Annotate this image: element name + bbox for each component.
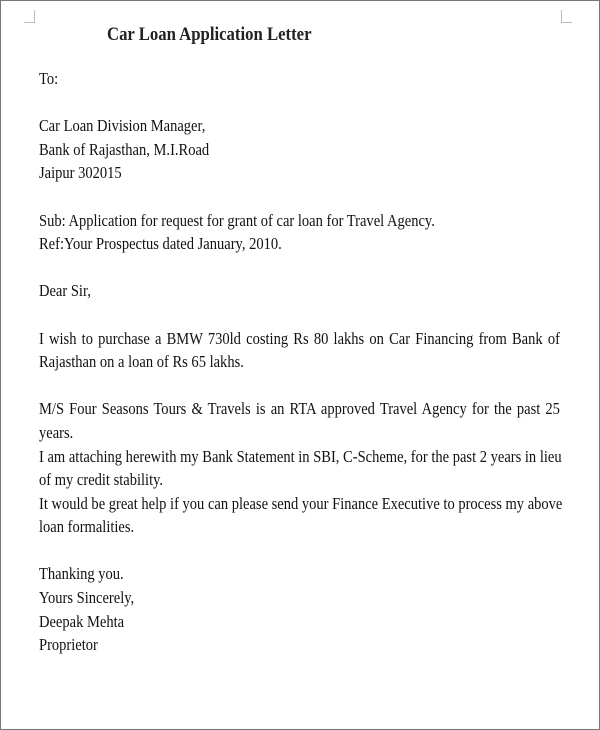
paragraph-line: I am attaching herewith my Bank Statement in SBI, C-Scheme, for the past 2 years in lieu — [39, 446, 562, 466]
greeting: Dear Sir, — [39, 281, 91, 301]
paragraph-line: Rajasthan on a loan of Rs 65 lakhs. — [39, 352, 244, 372]
to-label: To: — [39, 69, 59, 88]
closing-sincerely: Yours Sincerely, — [39, 588, 135, 608]
signatory-name: Deepak Mehta — [39, 611, 125, 631]
address-line: Bank of Rajasthan, M.I.Road — [39, 139, 210, 159]
paragraph-line: I wish to purchase a BMW 730ld costing Rs 80 lakhs on Car Financing from Bank of — [39, 328, 560, 348]
letter-body — [39, 67, 563, 657]
paragraph-line: loan formalities. — [39, 517, 135, 537]
subject-line: Sub: Application for request for grant of car loan for Travel Agency. — [39, 210, 435, 230]
letter-title: Car Loan Application Letter — [107, 24, 312, 45]
paragraph-line: It would be great help if you can please send your Finance Executive to process my above — [39, 493, 563, 513]
closing-thanks: Thanking you. — [39, 564, 124, 584]
paragraph-line: M/S Four Seasons Tours & Travels is an RTA approved Travel Agency for the past 25 — [39, 399, 560, 419]
address-line: Jaipur 302015 — [39, 163, 122, 183]
paragraph-details — [39, 397, 563, 539]
address-line: Car Loan Division Manager, — [39, 116, 206, 136]
closing-block — [39, 562, 560, 656]
reference-line: Ref:Your Prospectus dated January, 2010. — [39, 234, 282, 254]
paragraph-line: years. — [39, 422, 74, 442]
margin-corner-mark — [24, 10, 35, 23]
recipient-address — [39, 114, 560, 185]
signatory-title: Proprietor — [39, 635, 98, 655]
paragraph-purchase — [39, 327, 560, 374]
paragraph-line: of my credit stability. — [39, 470, 164, 490]
margin-corner-mark — [561, 10, 572, 23]
